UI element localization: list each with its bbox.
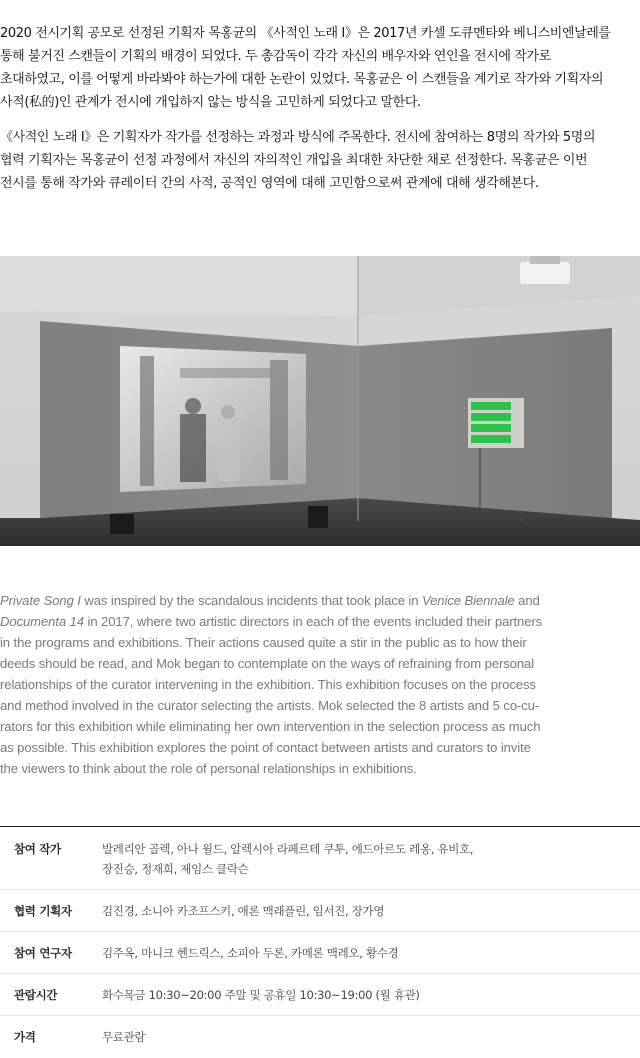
info-value-researchers: 김주옥, 마니크 헨드릭스, 소피아 두론, 카메론 맥레오, 황수경	[102, 946, 399, 960]
info-label-cocurators: 협력 기획자	[14, 904, 72, 918]
intro-en-text-a: was inspired by the scandalous incidents that took place in	[80, 593, 422, 608]
exhibition-installation-photo	[0, 256, 640, 546]
info-row-cocurators	[0, 890, 640, 932]
info-value-artists: 발레리안 골렉, 아나 윌드, 알렉시아 라페르테 쿠투, 에드아르도 레옹, 유비호, 장진승, 정재희, 제임스 클락슨	[102, 842, 474, 876]
intro-en-text-c: in 2017, where two artistic directors in each of the events included their partners in the programs and exhibitions. Their actions caused quite a stir in the public as to how their deeds should be read, and Mok began to contemplate on the ways of refraining from personal relationships of the curator intervening in the exhibition. This exhibition focuses on the process and method involved in the curator selecting the artists. Mok selected the 8 artists and 5 co-cu- rators for this exhibition while eliminating her own intervention in the selection process as much as possible. This exhibition explores the point of contact between artists and curators to invite the viewers to think about the role of personal relationships in exhibitions.	[0, 614, 543, 776]
info-value-hours: 화수목금 10:30~20:00 주말 및 공휴일 10:30~19:00 (월 휴관)	[102, 988, 420, 1002]
info-label-artists: 참여 작가	[14, 842, 61, 856]
documenta-italic: Documenta 14	[0, 614, 84, 629]
info-value-price: 무료관람	[102, 1030, 146, 1044]
intro-korean	[0, 22, 640, 207]
info-label-researchers: 참여 연구자	[14, 946, 72, 960]
info-row-hours	[0, 974, 640, 1016]
info-label-hours: 관람시간	[14, 988, 58, 1002]
intro-ko-paragraph-1: 2020 전시기획 공모로 선정된 기획자 목홍균의 《사적인 노래 Ⅰ》은 2017년 카셀 도큐멘타와 베니스비엔날레를 통해 불거진 스캔들이 기획의 배경이 되었다. 두 총감독이 각각 자신의 배우자와 연인을 전시에 작가로 초대하였고, 이를 어떻게 바라봐야 하는가에 대한 논란이 있었다. 목홍균은 이 스캔들을 계기로 작가와 기획자의 사적(私的)인 관계가 전시에 개입하지 않는 방식을 고민하게 되었다고 말한다.	[0, 26, 611, 110]
info-value-cocurators: 김진경, 소니아 카조프스키, 애론 맥래플린, 임서진, 장가영	[102, 904, 385, 918]
info-row-price	[0, 1016, 640, 1055]
title-italic: Private Song I	[0, 593, 81, 608]
intro-ko-paragraph-2: 《사적인 노래 Ⅰ》은 기획자가 작가를 선정하는 과정과 방식에 주목한다. 전시에 참여하는 8명의 작가와 5명의 협력 기획자는 목홍균이 선정 과정에서 자신의 자의적인 개입을 최대한 차단한 채로 선정한다. 목홍균은 이번 전시를 통해 작가와 큐레이터 간의 사적, 공적인 영역에 대해 고민함으로써 관계에 대해 생각해본다.	[0, 130, 596, 191]
exhibition-info-table	[0, 826, 640, 1055]
intro-en-text-b: and	[518, 593, 540, 608]
info-row-artists	[0, 827, 640, 890]
info-label-price: 가격	[14, 1030, 36, 1044]
venice-italic: Venice Biennale	[421, 593, 515, 608]
intro-english	[0, 590, 640, 779]
info-row-researchers	[0, 932, 640, 974]
